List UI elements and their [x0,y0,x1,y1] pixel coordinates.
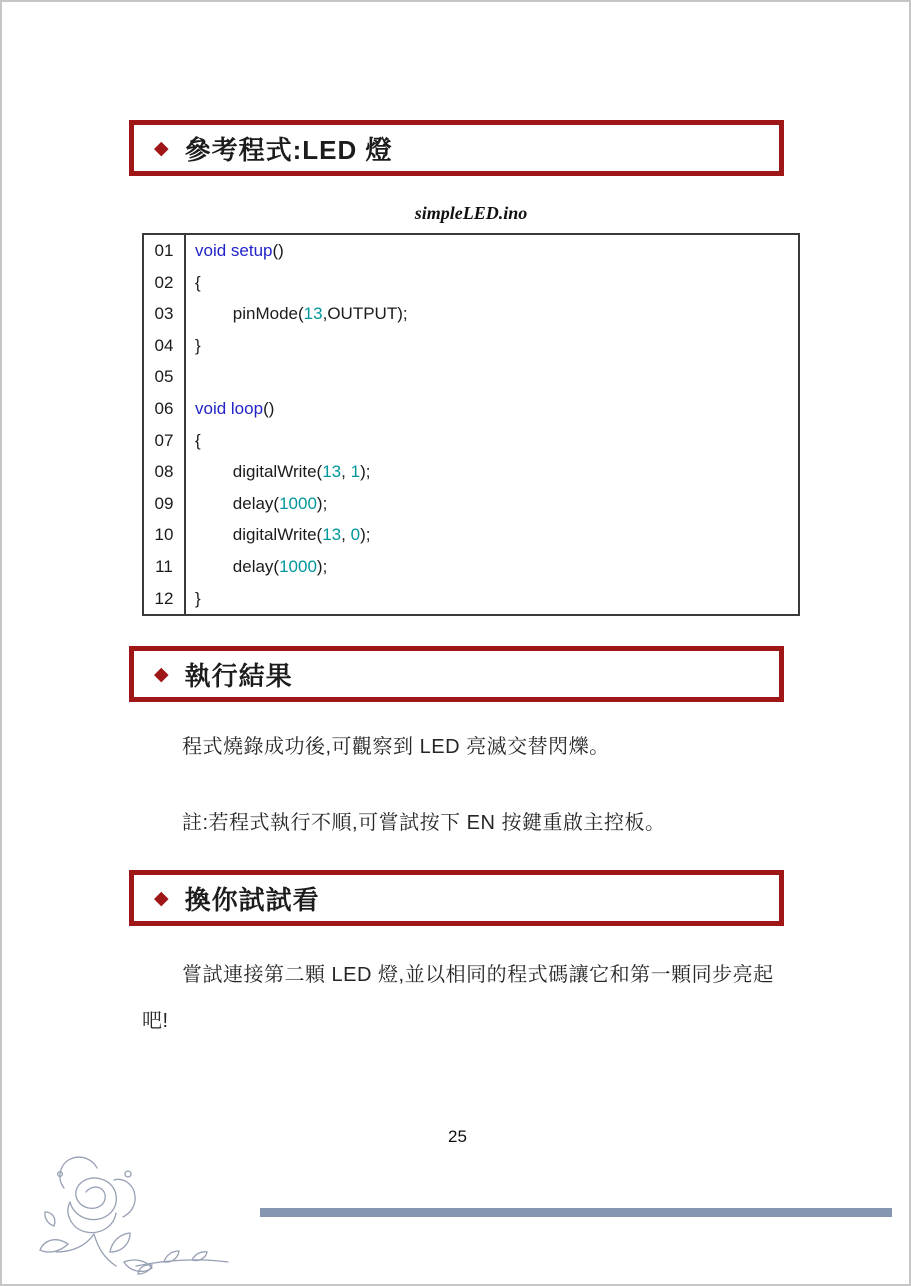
flower-decoration [24,1140,239,1275]
code-line [144,551,798,583]
line-number: 11 [144,551,186,583]
code-line [144,361,798,393]
page-number: 25 [448,1127,467,1146]
line-number: 05 [144,361,186,393]
footer-rule-bar [260,1208,892,1217]
line-number: 09 [144,488,186,520]
code-line [144,583,798,615]
code-line [144,235,798,267]
line-number: 03 [144,298,186,330]
code-line [144,298,798,330]
code-line [144,488,798,520]
code-text: } [195,588,201,608]
code-filename-caption: simpleLED.ino [414,203,528,223]
code-text: pinMode(13,OUTPUT); [195,304,408,324]
code-text: void setup() [195,241,284,260]
code-line [144,330,798,362]
diamond-bullet-icon: ◆ [154,887,169,909]
code-text: { [195,430,201,450]
line-number: 04 [144,330,186,362]
code-line [144,519,798,551]
code-text: delay(1000); [195,556,328,576]
line-number: 01 [144,235,186,267]
code-line [144,456,798,488]
line-number: 06 [144,393,186,425]
diamond-bullet-icon: ◆ [154,663,169,685]
result-paragraph: 程式燒錄成功後,可觀察到 LED 亮滅交替閃爍。 [182,736,610,758]
diamond-bullet-icon: ◆ [154,137,169,159]
section-header-execution-result [129,646,784,702]
line-number: 08 [144,456,186,488]
code-line [144,393,798,425]
code-text: { [195,272,201,292]
section-title: 參考程式:LED 燈 [184,134,393,165]
line-number: 07 [144,425,186,457]
code-text: delay(1000); [195,493,328,513]
code-text: void loop() [195,398,275,418]
code-line [144,425,798,457]
line-number: 02 [144,267,186,299]
code-listing [142,233,800,616]
code-text: digitalWrite(13, 0); [195,525,371,545]
section-header-try-it [129,870,784,926]
code-line [144,267,798,299]
line-number: 12 [144,583,186,615]
section-header-reference-code [129,120,784,176]
code-text: digitalWrite(13, 1); [195,462,371,482]
code-text: } [195,335,201,355]
note-paragraph: 註:若程式執行不順,可嘗試按下 EN 按鍵重啟主控板。 [182,812,666,834]
code-text [186,361,195,393]
section-title: 換你試試看 [184,884,320,915]
section-title: 執行結果 [184,660,293,691]
try-it-paragraph: 嘗試連接第二顆 LED 燈,並以相同的程式碼讓它和第一顆同步亮起吧! [142,964,774,1032]
line-number: 10 [144,519,186,551]
